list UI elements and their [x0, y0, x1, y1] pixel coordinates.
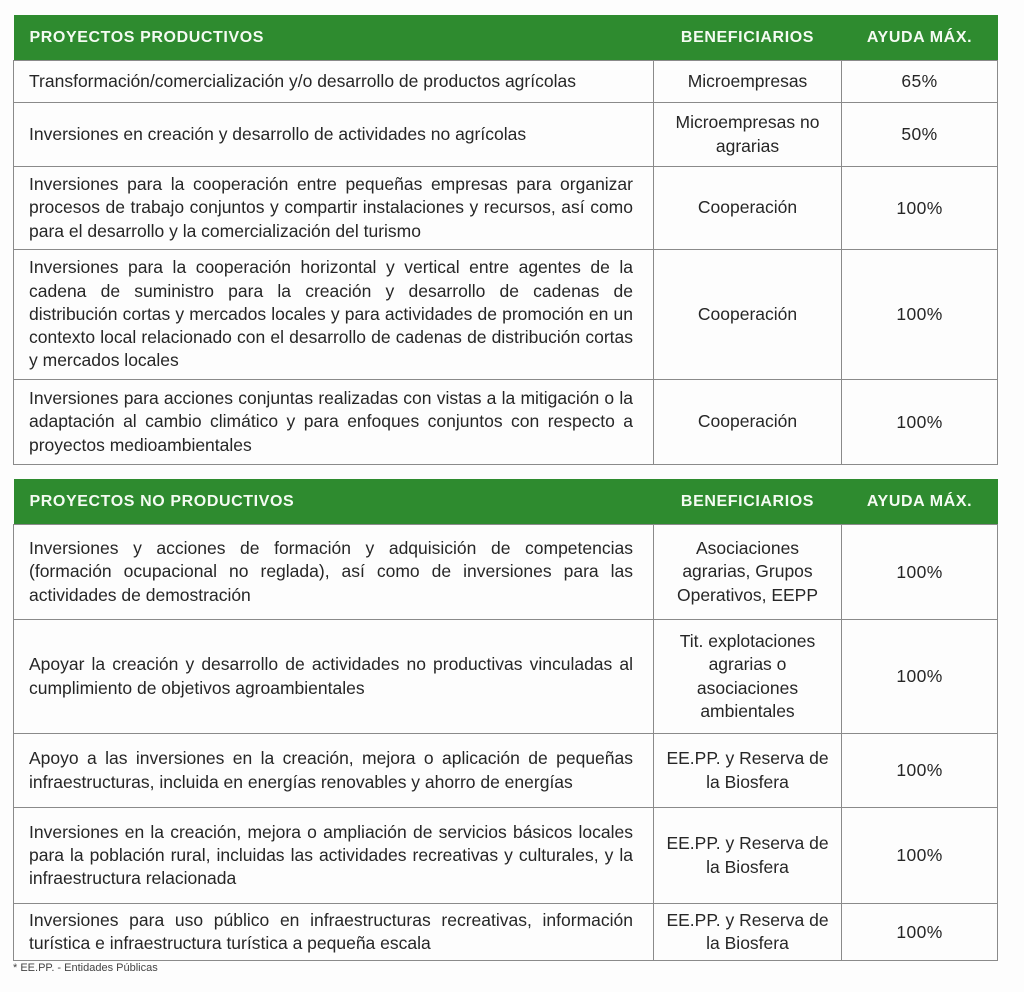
- beneficiaries-cell: Cooperación: [654, 167, 842, 250]
- beneficiaries-cell: Asociaciones agrarias, Grupos Operativos, EEPP: [654, 525, 842, 620]
- beneficiaries-cell: EE.PP. y Reserva de la Biosfera: [654, 734, 842, 808]
- section-title: PROYECTOS PRODUCTIVOS: [14, 15, 654, 61]
- table-header-row: [14, 15, 998, 61]
- table-row: [14, 620, 998, 734]
- table-row: [14, 167, 998, 250]
- project-description: Inversiones para uso público en infraestructuras recreativas, información turística e infraestructura turística a pequeña escala: [14, 904, 654, 961]
- beneficiaries-cell: EE.PP. y Reserva de la Biosfera: [654, 904, 842, 961]
- max-aid-cell: 100%: [842, 620, 998, 734]
- project-description: Apoyo a las inversiones en la creación, mejora o aplicación de pequeñas infraestructuras, incluida en energías renovables y ahorro de energías: [14, 734, 654, 808]
- project-description: Inversiones en la creación, mejora o ampliación de servicios básicos locales para la población rural, incluidas las actividades recreativas y culturales, y la infraestructura relacionada: [14, 808, 654, 904]
- max-aid-cell: 100%: [842, 525, 998, 620]
- table-row: [14, 61, 998, 103]
- max-aid-cell: 100%: [842, 250, 998, 380]
- beneficiaries-cell: EE.PP. y Reserva de la Biosfera: [654, 808, 842, 904]
- project-description: Inversiones para la cooperación entre pequeñas empresas para organizar procesos de trabajo conjuntos y compartir instalaciones y recursos, así como para el desarrollo y la comercialización del turismo: [14, 167, 654, 250]
- max-aid-column-header: AYUDA MÁX.: [842, 479, 998, 525]
- table-row: [14, 250, 998, 380]
- table-row: [14, 808, 998, 904]
- beneficiaries-cell: Microempresas no agrarias: [654, 103, 842, 167]
- beneficiaries-cell: Tit. explotaciones agrarias o asociaciones ambientales: [654, 620, 842, 734]
- project-description: Inversiones para acciones conjuntas realizadas con vistas a la mitigación o la adaptación al cambio climático y para enfoques conjuntos con respecto a proyectos medioambientales: [14, 380, 654, 465]
- table-header-row: [14, 479, 998, 525]
- productive-projects-table: [13, 15, 998, 465]
- table-row: [14, 525, 998, 620]
- beneficiaries-column-header: BENEFICIARIOS: [654, 15, 842, 61]
- beneficiaries-cell: Microempresas: [654, 61, 842, 103]
- table-row: [14, 734, 998, 808]
- project-description: Apoyar la creación y desarrollo de actividades no productivas vinculadas al cumplimiento de objetivos agroambientales: [14, 620, 654, 734]
- project-description: Transformación/comercialización y/o desarrollo de productos agrícolas: [14, 61, 654, 103]
- max-aid-cell: 50%: [842, 103, 998, 167]
- table-row: [14, 904, 998, 961]
- max-aid-cell: 100%: [842, 734, 998, 808]
- project-description: Inversiones y acciones de formación y adquisición de competencias (formación ocupacional no reglada), así como de inversiones para las actividades de demostración: [14, 525, 654, 620]
- max-aid-column-header: AYUDA MÁX.: [842, 15, 998, 61]
- footnote: * EE.PP. - Entidades Públicas: [13, 962, 158, 974]
- beneficiaries-cell: Cooperación: [654, 250, 842, 380]
- max-aid-cell: 65%: [842, 61, 998, 103]
- max-aid-cell: 100%: [842, 808, 998, 904]
- table-row: [14, 103, 998, 167]
- max-aid-cell: 100%: [842, 167, 998, 250]
- non-productive-projects-table: [13, 479, 998, 961]
- section-title: PROYECTOS NO PRODUCTIVOS: [14, 479, 654, 525]
- table-row: [14, 380, 998, 465]
- project-description: Inversiones en creación y desarrollo de actividades no agrícolas: [14, 103, 654, 167]
- max-aid-cell: 100%: [842, 380, 998, 465]
- beneficiaries-cell: Cooperación: [654, 380, 842, 465]
- max-aid-cell: 100%: [842, 904, 998, 961]
- project-description: Inversiones para la cooperación horizontal y vertical entre agentes de la cadena de suministro para la creación y desarrollo de cadenas de distribución cortas y mercados locales y para actividades de promoción en un contexto local relacionado con el desarrollo de cadenas de distribución cortas y mercados locales: [14, 250, 654, 380]
- beneficiaries-column-header: BENEFICIARIOS: [654, 479, 842, 525]
